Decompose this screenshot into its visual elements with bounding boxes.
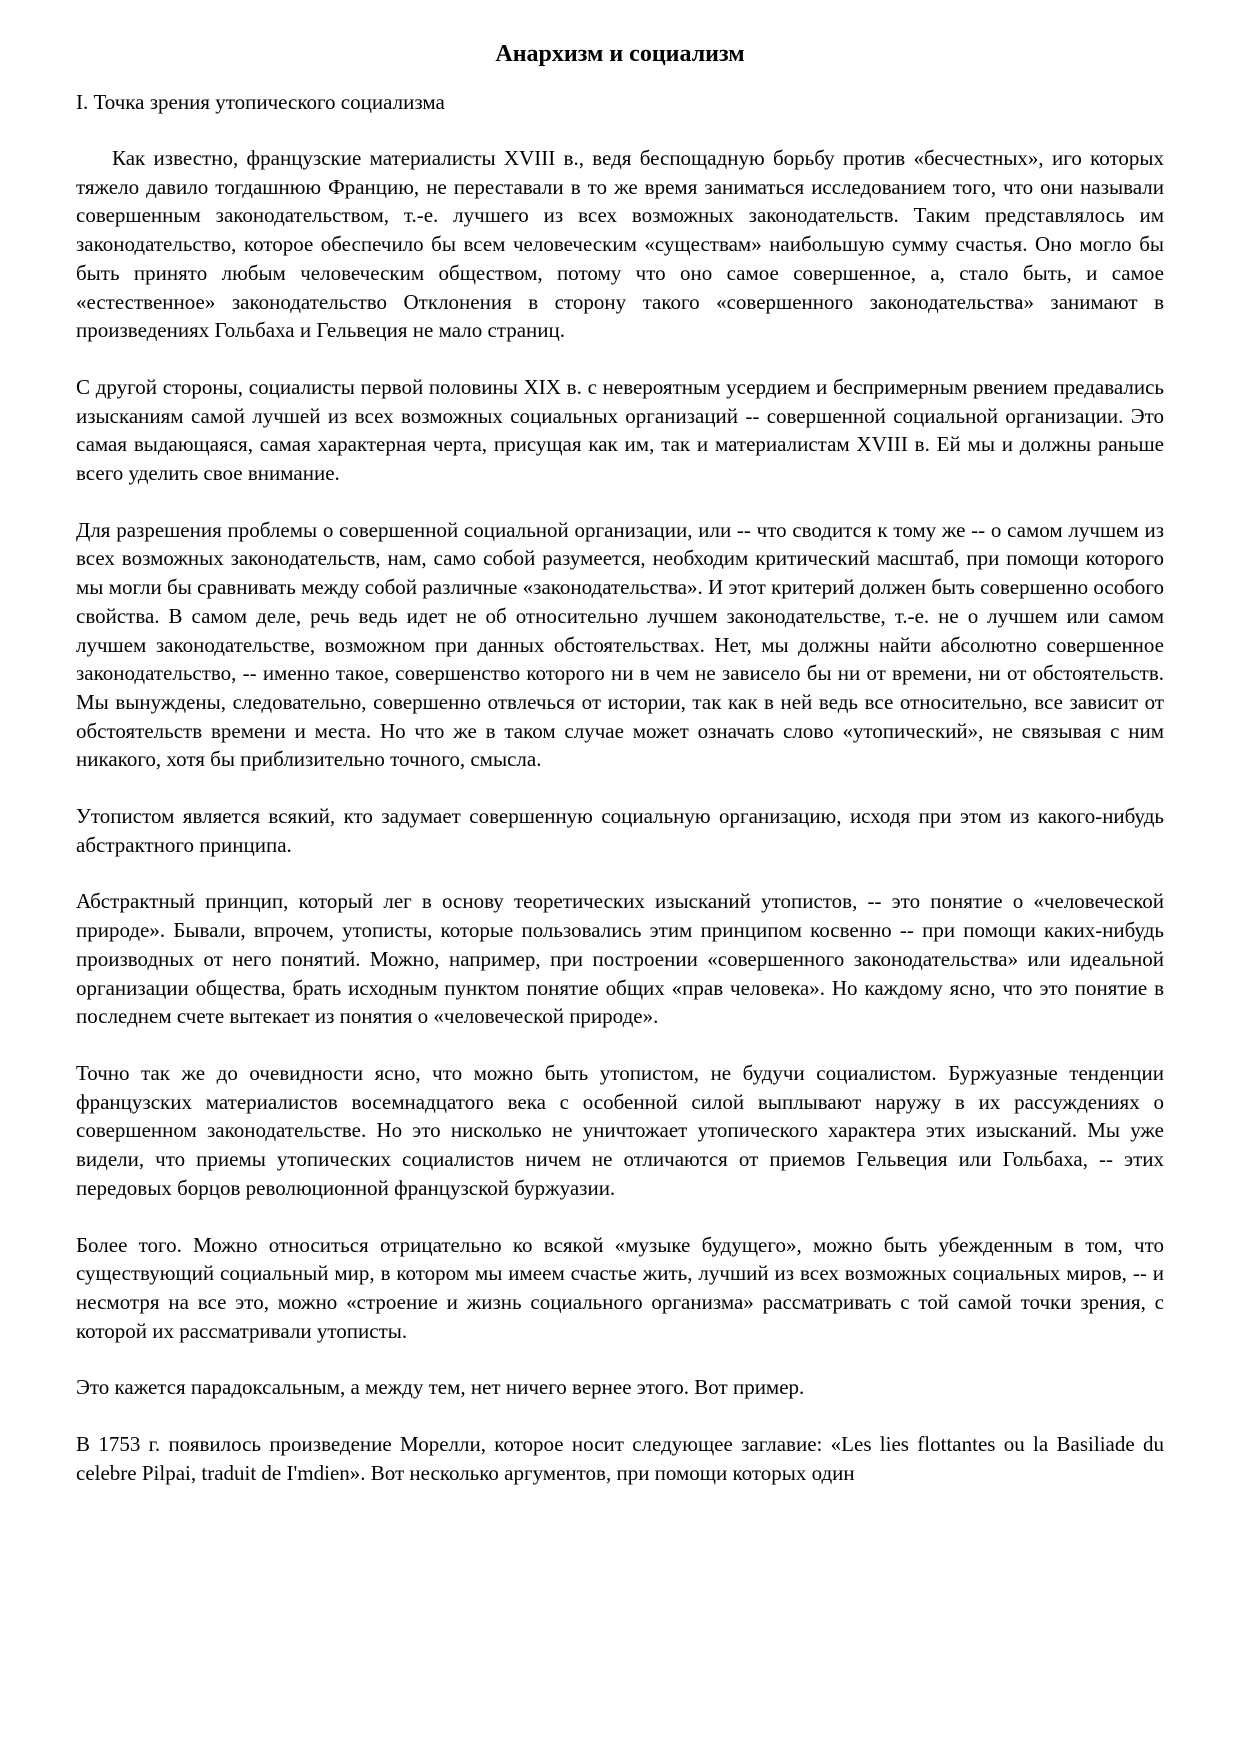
- paragraph-5: Абстрактный принцип, который лег в основу теоретических изысканий утопистов, -- это понятие о «человеческой природе». Бывали, впрочем, утописты, которые пользовались этим принципом косвенно -- при помощи каких-нибудь производных от него понятий. Можно, например, при построении «совершенного законодательства» или идеальной организации общества, брать исходным пунктом понятие общих «прав человека». Но каждому ясно, что это понятие в последнем счете вытекает из понятия о «человеческой природе».: [76, 889, 1164, 1029]
- document-page: [76, 34, 1164, 1487]
- paragraph-3: Для разрешения проблемы о совершенной социальной организации, или -- что сводится к тому же -- о самом лучшем из всех возможных законодательств, нам, само собой разумеется, необходим критический масштаб, при помощи которого мы могли бы сравнивать между собой различные «законодательства». И этот критерий должен быть совершенно особого свойства. В самом деле, речь ведь идет не об относительно лучшем законодательстве, т.-е. не о лучшем или самом лучшем законодательстве, возможном при данных обстоятельствах. Нет, мы должны найти абсолютно совершенное законодательство, -- именно такое, совершенство которого ни в чем не зависело бы ни от времени, ни от обстоятельств. Мы вынуждены, следовательно, совершенно отвлечься от истории, так как в ней ведь все относительно, все зависит от обстоятельств времени и места. Но что же в таком случае может означать слово «утопический», не связывая с ним никакого, хотя бы приблизительно точного, смысла.: [76, 517, 1164, 772]
- paragraph-9: В 1753 г. появилось произведение Морелли, которое носит следующее заглавие: «Les lies flottantes ou la Basiliade du celebre Pilpai, traduit de I'mdien». Вот несколько аргументов, при помощи которых один: [76, 1432, 1164, 1485]
- paragraph-7: Более того. Можно относиться отрицательно ко всякой «музыке будущего», можно быть убежденным в том, что существующий социальный мир, в котором мы имеем счастье жить, лучший из всех возможных социальных миров, -- и несмотря на все это, можно «строение и жизнь социального организма» рассматривать с той самой точки зрения, с которой их рассматривали утописты.: [76, 1232, 1164, 1343]
- document-title: Анархизм и социализм: [495, 41, 745, 67]
- section-heading: I. Точка зрения утопического социализма: [76, 90, 445, 114]
- paragraph-6: Точно так же до очевидности ясно, что можно быть утопистом, не будучи социалистом. Буржуазные тенденции французских материалистов восемнадцатого века с особенной силой выплывают наружу в их рассуждениях о совершенном законодательстве. Но это нисколько не уничтожает утопического характера этих изысканий. Мы уже видели, что приемы утопических социалистов ничем не отличаются от приемов Гельвеция или Гольбаха, -- этих передовых борцов революционной французской буржуазии.: [76, 1060, 1164, 1200]
- paragraph-8: Это кажется парадоксальным, а между тем, нет ничего вернее этого. Вот пример.: [76, 1375, 805, 1400]
- paragraph-1: Как известно, французские материалисты XVIII в., ведя беспощадную борьбу против «бесчестных», иго которых тяжело давило тогдашнюю Францию, не переставали в то же время заниматься исследованием того, что они называли совершенным законодательством, т.-е. лучшего из всех возможных законодательств. Таким представлялось им законодательство, которое обеспечило бы всем человеческим «существам» наибольшую сумму счастья. Оно могло бы быть принято любым человеческим обществом, потому что оно самое совершенное, а, стало быть, и самое «естественное» законодательство Отклонения в сторону такого «совершенного законодательства» занимают в произведениях Гольбаха и Гельвеция не мало страниц.: [76, 146, 1164, 343]
- paragraph-4: Утопистом является всякий, кто задумает совершенную социальную организацию, исходя при этом из какого-нибудь абстрактного принципа.: [76, 804, 1164, 857]
- paragraph-2: С другой стороны, социалисты первой половины XIX в. с невероятным усердием и беспримерным рвением предавались изысканиям самой лучшей из всех возможных социальных организаций -- совершенной социальной организации. Это самая выдающаяся, самая характерная черта, присущая как им, так и материалистам XVIII в. Ей мы и должны раньше всего уделить свое внимание.: [76, 374, 1164, 486]
